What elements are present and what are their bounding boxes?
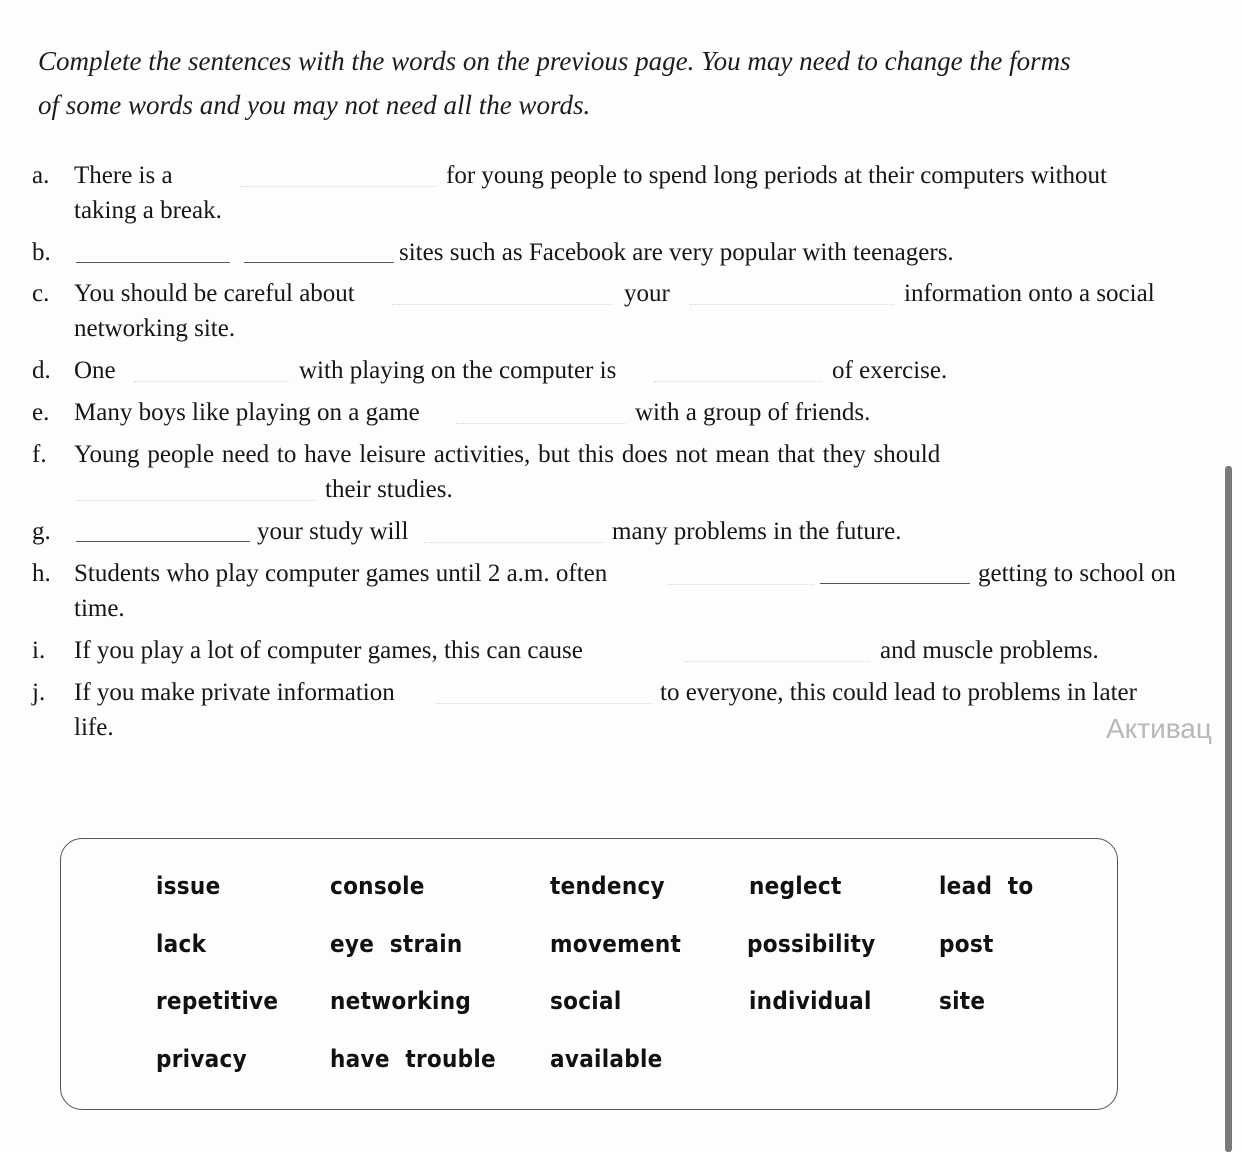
word-individual: individual <box>749 987 872 1015</box>
item-g-text-2: many problems in the future. <box>612 518 902 545</box>
item-g-text-1: your study will <box>257 518 409 545</box>
item-h-label: h. <box>32 560 51 587</box>
item-b-blank-2[interactable] <box>244 262 394 263</box>
item-c-text-4: networking site. <box>74 315 236 342</box>
word-post: post <box>939 930 994 958</box>
item-h-blank-2[interactable] <box>820 583 970 584</box>
item-a-text-3: taking a break. <box>74 197 222 224</box>
item-i-text-2: and muscle problems. <box>880 637 1099 664</box>
item-g-blank-1[interactable] <box>76 541 250 542</box>
item-c-blank-2[interactable] <box>690 304 894 305</box>
item-d-text-1: One <box>74 357 116 384</box>
item-d-text-2: with playing on the computer is <box>299 357 617 384</box>
instruction-line-1: Complete the sentences with the words on the previous page. You may need to change the forms <box>38 46 1071 76</box>
item-d-label: d. <box>32 357 51 384</box>
item-e-label: e. <box>32 399 50 426</box>
word-site: site <box>939 987 986 1015</box>
activation-watermark: Активац <box>1106 713 1212 744</box>
item-i-label: i. <box>32 637 46 664</box>
item-f-text-1: Young people need to have leisure activities, but this does not mean that they should <box>74 441 941 468</box>
item-j-blank[interactable] <box>436 703 652 704</box>
item-j-label: j. <box>32 679 46 706</box>
item-c-blank-1[interactable] <box>392 304 612 305</box>
word-have-trouble: have trouble <box>330 1045 496 1073</box>
item-h-text-2: getting to school on <box>978 560 1176 587</box>
item-b-blank-1[interactable] <box>76 262 230 263</box>
item-h-text-1: Students who play computer games until 2 a.m. often <box>74 560 608 587</box>
word-tendency: tendency <box>550 872 665 900</box>
item-d-text-3: of exercise. <box>832 357 948 384</box>
item-a-text-2: for young people to spend long periods at their computers without <box>446 162 1107 189</box>
item-f-text-2: their studies. <box>325 476 453 503</box>
item-c-text-2: your <box>624 280 670 307</box>
word-movement: movement <box>550 930 682 958</box>
item-a-text-1: There is a <box>74 162 173 189</box>
item-i-text-1: If you play a lot of computer games, this can cause <box>74 637 583 664</box>
word-networking: networking <box>330 987 472 1015</box>
word-eye-strain: eye strain <box>330 930 463 958</box>
word-issue: issue <box>156 872 221 900</box>
item-d-blank-1[interactable] <box>134 381 290 382</box>
item-a-label: a. <box>32 162 50 189</box>
item-c-text-1: You should be careful about <box>74 280 355 307</box>
item-e-blank[interactable] <box>456 423 626 424</box>
item-j-text-3: life. <box>74 714 114 741</box>
word-social: social <box>550 987 622 1015</box>
item-f-label: f. <box>32 441 47 468</box>
item-b-label: b. <box>32 239 51 266</box>
word-available: available <box>550 1045 663 1073</box>
item-f-blank[interactable] <box>76 500 316 501</box>
item-a-blank[interactable] <box>240 186 436 187</box>
item-h-text-3: time. <box>74 595 125 622</box>
item-j-text-2: to everyone, this could lead to problems in later <box>660 679 1137 706</box>
item-d-blank-2[interactable] <box>654 381 822 382</box>
word-possibility: possibility <box>747 930 876 958</box>
item-e-text-1: Many boys like playing on a game <box>74 399 420 426</box>
item-j-text-1: If you make private information <box>74 679 395 706</box>
item-i-blank[interactable] <box>684 661 870 662</box>
item-g-blank-2[interactable] <box>424 542 604 543</box>
item-h-blank-1[interactable] <box>668 584 814 585</box>
word-lead-to: lead to <box>939 872 1034 900</box>
word-console: console <box>330 872 425 900</box>
instruction-line-2: of some words and you may not need all the words. <box>38 90 591 120</box>
item-c-label: c. <box>32 280 50 307</box>
scrollbar[interactable] <box>1225 466 1232 1152</box>
item-c-text-3: information onto a social <box>904 280 1155 307</box>
item-g-label: g. <box>32 518 51 545</box>
word-neglect: neglect <box>749 872 842 900</box>
item-e-text-2: with a group of friends. <box>635 399 871 426</box>
word-lack: lack <box>156 930 207 958</box>
word-repetitive: repetitive <box>156 987 279 1015</box>
item-b-text-1: sites such as Facebook are very popular with teenagers. <box>399 239 954 266</box>
word-privacy: privacy <box>156 1045 247 1073</box>
